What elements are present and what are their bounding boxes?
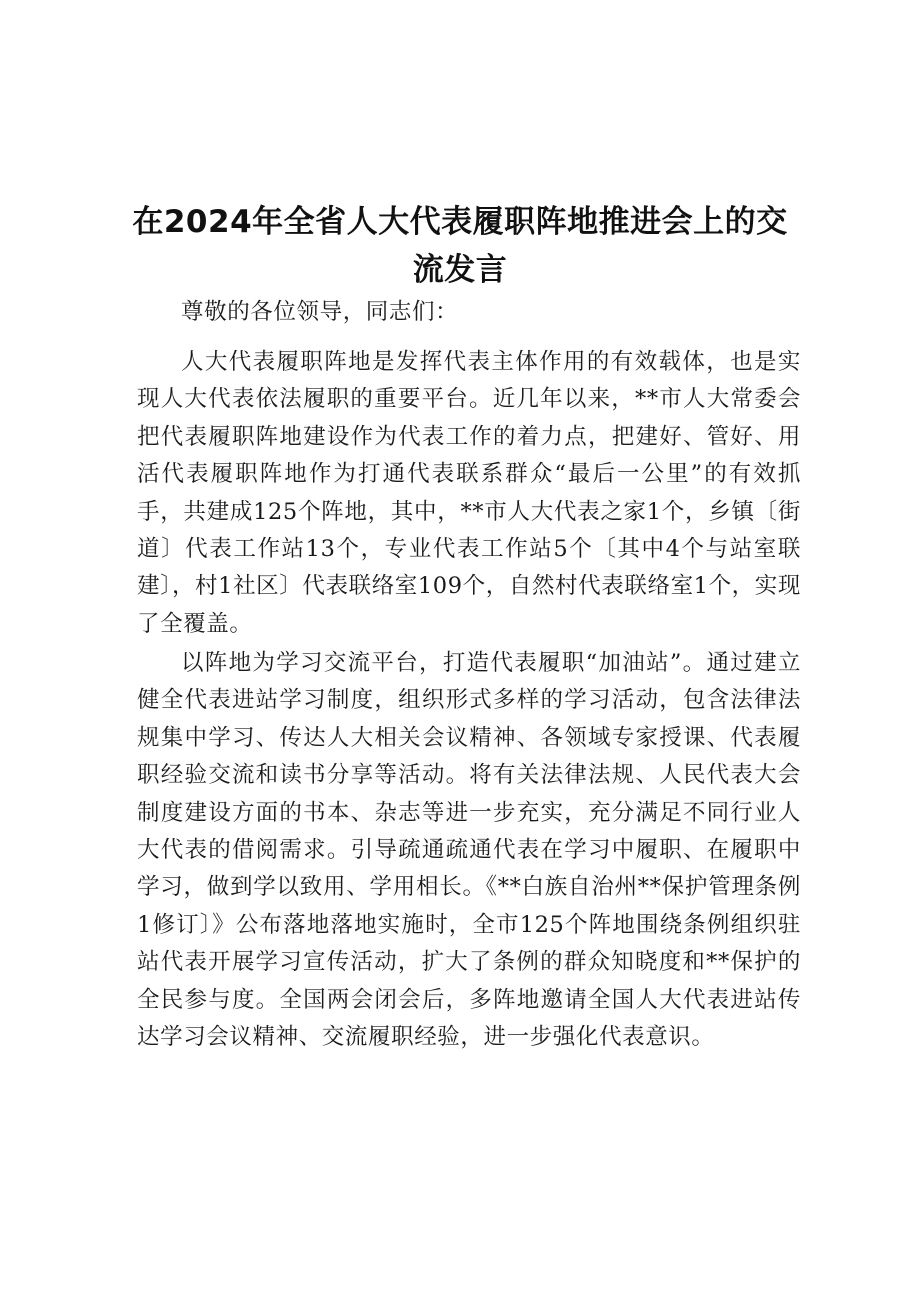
- salutation: 尊敬的各位领导，同志们：: [181, 299, 459, 325]
- document-title: 在2024年全省人大代表履职阵地推进会上的交流发言: [132, 204, 788, 288]
- paragraph-2: 以阵地为学习交流平台，打造代表履职“加油站”。通过建立健全代表进站学习制度，组织形式多样的学习活动，包含法律法规集中学习、传达人大相关会议精神、各领域专家授课、代表履职经验交流和读书分享等活动。将有关法律法规、人民代表大会制度建设方面的书本、杂志等进一步充实，充分满足不同行业人大代表的借阅需求。引导疏通疏通代表在学习中履职、在履职中学习，做到学以致用、学用相长。《**白族自治州**保护管理条例1修订〕》公布落地落地实施时，全市125个阵地围绕条例组织驻站代表开展学习宣传活动，扩大了条例的群众知晓度和**保护的全民参与度。全国两会闭会后，多阵地邀请全国人大代表进站传达学习会议精神、交流履职经验，进一步强化代表意识。: [137, 650, 801, 1051]
- paragraph-1: 人大代表履职阵地是发挥代表主体作用的有效载体，也是实现人大代表依法履职的重要平台。近几年以来，**市人大常委会把代表履职阵地建设作为代表工作的着力点，把建好、管好、用活代表履职阵地作为打通代表联系群众“最后一公里”的有效抓手，共建成125个阵地，其中，**市人大代表之家1个，乡镇〔街道〕代表工作站13个，专业代表工作站5个〔其中4个与站室联建〕，村1社区〕代表联络室109个，自然村代表联络室1个，实现了全覆盖。: [137, 349, 801, 637]
